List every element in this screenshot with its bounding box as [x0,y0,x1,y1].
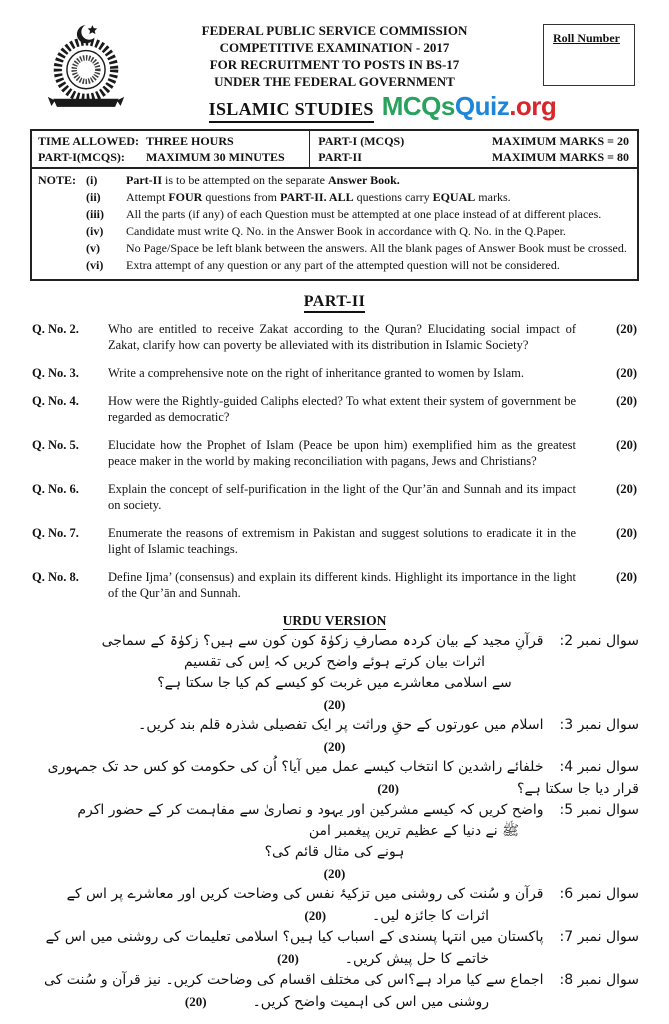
note-item [38,240,631,257]
urdu-question-number: سوال نمبر 7: [559,929,639,945]
note-text: Extra attempt of any question or any part of the attempted question will not be considered. [126,258,560,272]
urdu-question-line: اثرات بیان کرتے ہوئے واضح کریں کہ اِس کی تقسیم [183,654,486,670]
urdu-question-line: سوال نمبر 4:خلفائے راشدین کا انتخاب کیسے عمل میں آیا؟ اُن کی حکومت کو کس حد تک جمہوری [47,759,639,775]
urdu-question-line: خاتمے کا حل پیش کریں۔(20) [277,951,489,967]
question-text: Explain the concept of self-purification in the light of the Qur’ān and Sunnah and its impact on society. [108,482,576,512]
question-marks: (20) [616,526,637,540]
urdu-version-heading: URDU VERSION [282,613,387,628]
urdu-question-line: سوال نمبر 6:قرآن و سُنت کی روشنی میں تزکیۂ نفس کی وضاحت کریں اور معاشرے پر اس کے [66,886,639,902]
note-text: All the parts (if any) of each Question must be attempted at one place instead of at different places. [126,207,602,221]
note-text: No Page/Space be left blank between the answers. All the blank pages of Answer Book must be crossed. [126,241,627,255]
org-line: COMPETITIVE EXAMINATION - 2017 [219,40,450,55]
part1-time-label: PART-I(MCQS): [38,150,125,164]
urdu-question-row [30,927,639,970]
note-text: Attempt FOUR questions from PART-II. ALL questions carry EQUAL marks. [126,190,511,204]
part1-marks-value: MAXIMUM MARKS = 20 [491,134,629,148]
note-item [38,257,631,274]
part2-marks-label: PART-II [318,150,362,164]
time-marks-table [30,129,639,169]
urdu-question-row [30,970,639,1013]
urdu-question-row [30,715,639,757]
urdu-question-marks: (20) [277,951,299,966]
note-number: (iii) [86,207,104,221]
question-text: Define Ijma’ (consensus) and explain its different kinds. Highlight its importance in the light of the Qur’ān and Sunnah. [108,570,576,600]
question-row [32,365,637,381]
urdu-question-marks: (20) [304,908,327,923]
table-row [318,133,629,149]
urdu-question-row [30,757,639,800]
urdu-question-number: سوال نمبر 8: [559,972,639,988]
urdu-question-marks: (20) [323,739,346,754]
question-text: How were the Rightly-guided Caliphs elected? To what extent their system of government be regarded as democratic? [108,394,576,424]
part1-marks-label: PART-I (MCQS) [318,134,405,148]
note-item [38,206,631,223]
urdu-question-marks: (20) [184,994,207,1009]
question-number: Q. No. 5. [32,438,79,452]
urdu-question-row [30,800,639,884]
question-marks: (20) [616,438,637,452]
urdu-question-line: سوال نمبر 8:اجماع سے کیا مراد ہے؟اس کی مختلف اقسام کی وضاحت کریں۔ نیز قرآن و سُنت کی [43,972,639,988]
question-text: Write a comprehensive note on the right of inheritance granted to women by Islam. [108,366,525,380]
org-line: FOR RECRUITMENT TO POSTS IN BS-17 [209,57,460,72]
urdu-question-line: اثرات کا جائزہ لیں۔(20) [304,908,489,924]
question-number: Q. No. 2. [32,322,79,336]
question-row [32,569,637,601]
question-text: Elucidate how the Prophet of Islam (Peace be upon him) exemplified him as the greatest peace maker in the world by making reconciliation with pagans, Jews and Christians? [108,438,576,468]
urdu-question-row [30,884,639,927]
part1-time-value: MAXIMUM 30 MINUTES [146,150,285,164]
table-row [38,149,303,165]
paper-header [30,20,639,123]
title-row [126,91,639,123]
note-number: (vi) [86,258,104,272]
urdu-question-marks: (20) [377,781,400,796]
question-number: Q. No. 4. [32,394,79,408]
question-text: Enumerate the reasons of extremism in Pakistan and suggest solutions to eradicate it in the light of Islamic teachings. [108,526,576,556]
question-number: Q. No. 3. [32,366,79,380]
org-line: FEDERAL PUBLIC SERVICE COMMISSION [201,23,468,38]
question-text: Who are entitled to receive Zakat according to the Quran? Elucidating social impact of Zakat, clarify how can poverty be alleviated with its distribution in Islamic Society? [108,322,576,352]
urdu-question-row [30,631,639,715]
table-row [318,149,629,165]
urdu-question-line: سوال نمبر 2:قرآنِ مجید کے بیان کردہ مصارفِ زکوٰۃ کون کون سے ہیں؟ زکوٰۃ کے سماجی [101,633,639,649]
note-number: (v) [86,241,100,255]
watermark-mcqsquiz [381,91,557,121]
note-item [38,172,631,189]
roll-number-label: Roll Number [553,31,620,45]
org-line: UNDER THE FEDERAL GOVERNMENT [214,74,455,89]
question-row [32,481,637,513]
part2-marks-value: MAXIMUM MARKS = 80 [491,150,629,164]
urdu-question-number: سوال نمبر 2: [559,633,639,649]
note-number: (i) [86,173,98,187]
watermark-part-blue: Quiz [454,91,510,121]
question-number: Q. No. 8. [32,570,79,584]
note-label: NOTE: [38,173,77,187]
question-number: Q. No. 7. [32,526,79,540]
question-row [32,437,637,469]
urdu-question-line: سوال نمبر 3:اسلام میں عورتوں کے حقِ وراثت پر ایک تفصیلی شذرہ قلم بند کریں۔ [138,717,639,733]
time-allowed-cell [32,131,310,167]
fpsc-emblem-logo [36,22,136,110]
question-marks: (20) [616,482,637,496]
table-row [38,133,303,149]
paper-title: ISLAMIC STUDIES [209,99,374,123]
note-number: (iv) [86,224,104,238]
part2-heading: PART-II [30,293,639,311]
question-marks: (20) [616,366,637,380]
urdu-question-number: سوال نمبر 3: [559,717,639,733]
note-text: Part-II is to be attempted on the separate Answer Book. [126,173,400,187]
urdu-question-line: سوال نمبر 5:واضح کریں کہ کیسے مشرکین اور یہود و نصاریٰ سے مفاہمت کر کے حضور اکرم [77,802,639,818]
urdu-question-marks: (20) [323,697,346,712]
urdu-question-line: سے اسلامی معاشرے میں غربت کو کیسے کم کیا جا سکتا ہے؟ [157,675,512,691]
urdu-question-number: سوال نمبر 6: [559,886,639,902]
time-allowed-value: THREE HOURS [146,134,234,148]
urdu-question-line: روشنی میں اس کی اہمیت واضح کریں۔(20) [184,994,489,1010]
watermark-part-green: MCQs [381,91,455,121]
question-marks: (20) [616,570,637,584]
urdu-question-line: ہونے کی مثال قائم کی؟ [264,844,405,860]
question-row [32,393,637,425]
note-item [38,223,631,240]
urdu-question-number: سوال نمبر 5: [559,802,639,818]
question-marks: (20) [616,394,637,408]
note-box [30,169,639,281]
urdu-question-line: ﷺ نے دنیا کے عظیم ترین پیغمبر امن [308,823,519,839]
roll-number-box [543,24,635,86]
note-item [38,189,631,206]
urdu-question-number: سوال نمبر 4: [559,759,639,775]
watermark-part-red: .org [509,91,557,121]
maximum-marks-cell [310,131,637,167]
question-row [32,321,637,353]
note-text: Candidate must write Q. No. in the Answer Book in accordance with Q. No. in the Q.Paper. [126,224,566,238]
note-number: (ii) [86,190,101,204]
time-allowed-label: TIME ALLOWED: [38,134,140,148]
fpsc-emblem-icon [36,22,136,110]
question-number: Q. No. 6. [32,482,79,496]
question-row [32,525,637,557]
urdu-question-line: سوال نمبر 7:پاکستان میں انتہا پسندی کے اسباب کیا ہیں؟ اسلامی تعلیمات کی روشنی میں اس کے [45,929,639,945]
question-marks: (20) [616,322,637,336]
urdu-section [30,631,639,1013]
urdu-question-marks: (20) [323,866,346,881]
english-questions [30,321,639,601]
urdu-question-line: قرار دیا جا سکتا ہے؟(20) [377,781,639,797]
